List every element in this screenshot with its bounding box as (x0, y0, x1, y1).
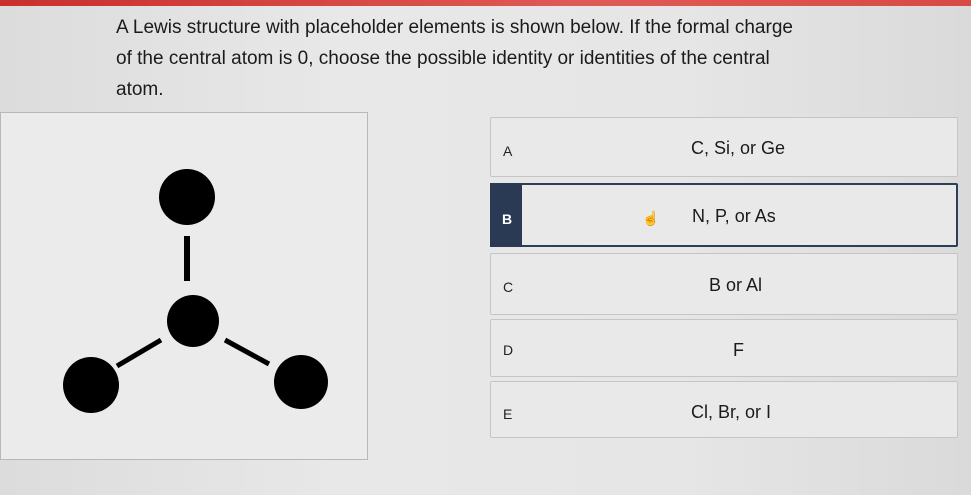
lewis-structure-diagram (0, 112, 368, 460)
bond-left (117, 340, 161, 366)
option-d[interactable] (490, 319, 958, 377)
option-c[interactable] (490, 253, 958, 315)
bond-right (225, 340, 269, 364)
central-atom (167, 295, 219, 347)
option-d-text: F (733, 340, 744, 360)
option-e[interactable] (490, 381, 958, 438)
pointer-hand-icon: ☝ (642, 210, 660, 226)
option-d-letter: D (503, 342, 514, 358)
question-line-2: of the central atom is 0, choose the possible identity or identities of the central (116, 48, 770, 69)
question-text (116, 12, 876, 105)
option-b[interactable] (490, 183, 958, 247)
option-e-text: Cl, Br, or I (691, 402, 772, 422)
question-line-1: A Lewis structure with placeholder elements is shown below. If the formal charge (116, 17, 793, 38)
top-accent-bar (0, 0, 971, 6)
outer-atom-top (159, 169, 215, 225)
option-b-letter: B (502, 211, 513, 227)
outer-atom-right (274, 355, 328, 409)
option-a[interactable] (490, 117, 958, 177)
option-c-text: B or Al (709, 275, 763, 295)
option-b-text: N, P, or As (692, 206, 776, 226)
outer-atom-left (63, 357, 119, 413)
option-e-letter: E (503, 406, 513, 422)
option-c-letter: C (503, 279, 514, 295)
option-a-letter: A (503, 143, 513, 159)
question-line-3: atom. (116, 79, 164, 100)
option-a-text: C, Si, or Ge (691, 138, 786, 158)
lewis-structure-svg (1, 113, 369, 461)
